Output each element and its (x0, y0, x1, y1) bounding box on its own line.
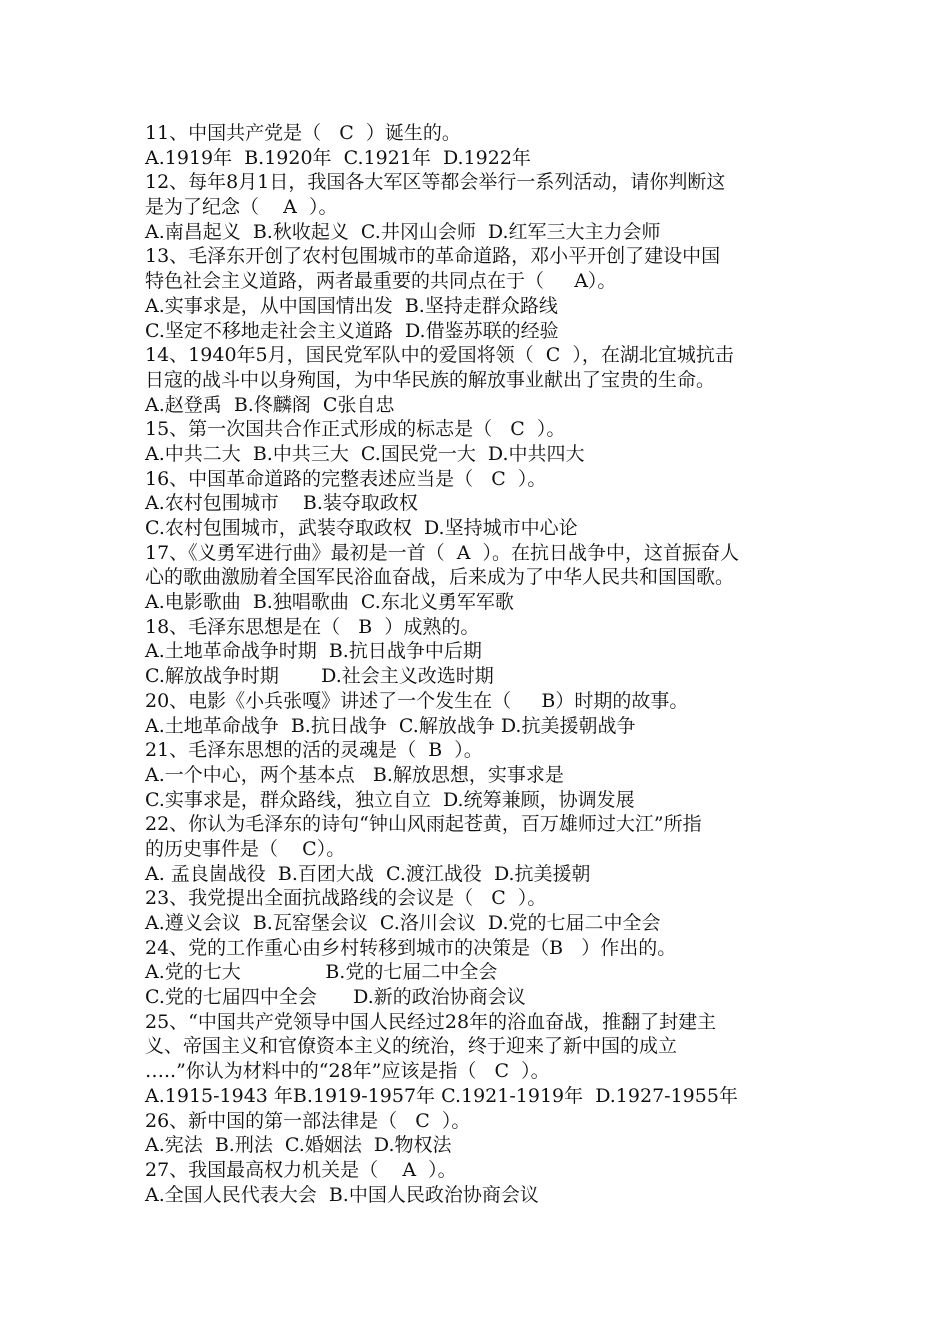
question-15-options: A.中共二大 B.中共三大 C.国民党一大 D.中共四大 (145, 442, 585, 465)
question-25-cont-2: …..”你认为材料中的“28年”应该是指（ C ）。 (145, 1060, 550, 1083)
question-17: 17、《义勇军进行曲》最初是一首（ A ）。在抗日战争中，这首振奋人 (145, 541, 740, 564)
question-14: 14、1940年5月，国民党军队中的爱国将领（ C ），在湖北宜城抗击 (145, 344, 734, 367)
question-23: 23、我党提出全面抗战路线的会议是（ C ）。 (145, 887, 547, 910)
question-18-options-cd: C.解放战争时期 D.社会主义改选时期 (145, 665, 494, 688)
question-21: 21、毛泽东思想的活的灵魂是（ B ）。 (145, 739, 483, 762)
question-17-options: A.电影歌曲 B.独唱歌曲 C.东北义勇军军歌 (145, 591, 514, 614)
question-18: 18、毛泽东思想是在（ B ）成熟的。 (145, 615, 480, 638)
question-21-options-ab: A.一个中心，两个基本点 B.解放思想，实事求是 (145, 763, 564, 786)
question-17-cont: 心的歌曲激励着全国军民浴血奋战，后来成为了中华人民共和国国歌。 (145, 566, 735, 589)
question-22-cont: 的历史事件是（ C）。 (145, 837, 346, 860)
question-25-options: A.1915-1943 年B.1919-1957年 C.1921-1919年 D.1927-1955年 (145, 1084, 738, 1107)
question-25: 25、“中国共产党领导中国人民经过28年的浴血奋战，推翻了封建主 (145, 1010, 717, 1033)
question-20: 20、电影《小兵张嘎》讲述了一个发生在（ B）时期的故事。 (145, 689, 689, 712)
question-24-options-ab: A.党的七大 B.党的七届二中全会 (145, 961, 498, 984)
question-24-options-cd: C.党的七届四中全会 D.新的政治协商会议 (145, 986, 526, 1009)
question-12-options: A.南昌起义 B.秋收起义 C.井冈山会师 D.红军三大主力会师 (145, 220, 661, 243)
question-12: 12、每年8月1日，我国各大军区等都会举行一系列活动，请你判断这 (145, 171, 726, 194)
question-18-options-ab: A.土地革命战争时期 B.抗日战争中后期 (145, 640, 482, 663)
question-13-options-cd: C.坚定不移地走社会主义道路 D.借鉴苏联的经验 (145, 319, 559, 342)
question-16-options-cd: C.农村包围城市，武装夺取政权 D.坚持城市中心论 (145, 517, 578, 539)
question-22: 22、你认为毛泽东的诗句“钟山风雨起苍黄，百万雄师过大江”所指 (145, 813, 702, 836)
question-25-cont-1: 义、帝国主义和官僚资本主义的统治，终于迎来了新中国的成立 (145, 1035, 678, 1058)
question-13: 13、毛泽东开创了农村包围城市的革命道路，邓小平开创了建设中国 (145, 245, 721, 268)
question-24: 24、党的工作重心由乡村转移到城市的决策是（B ）作出的。 (145, 936, 677, 959)
question-26-options: A.宪法 B.刑法 C.婚姻法 D.物权法 (145, 1134, 452, 1157)
question-11-options: A.1919年 B.1920年 C.1921年 D.1922年 (145, 146, 531, 169)
question-16-options-ab: A.农村包围城市 B.装夺取政权 (145, 492, 418, 515)
document-body (145, 121, 825, 1207)
question-27-options: A.全国人民代表大会 B.中国人民政治协商会议 (145, 1183, 539, 1206)
question-13-cont: 特色社会主义道路，两者最重要的共同点在于（ A）。 (145, 270, 617, 293)
question-22-options: A. 孟良崮战役 B.百团大战 C.渡江战役 D.抗美援朝 (145, 862, 591, 885)
question-26: 26、新中国的第一部法律是（ C ）。 (145, 1109, 471, 1132)
question-20-options: A.土地革命战争 B.抗日战争 C.解放战争 D.抗美援朝战争 (145, 714, 636, 737)
question-21-options-cd: C.实事求是，群众路线，独立自立 D.统筹兼顾，协调发展 (145, 788, 635, 811)
question-27: 27、我国最高权力机关是（ A ）。 (145, 1158, 457, 1181)
question-12-cont: 是为了纪念（ A ）。 (145, 196, 338, 219)
question-16: 16、中国革命道路的完整表述应当是（ C ）。 (145, 467, 547, 490)
question-11: 11、中国共产党是（ C ）诞生的。 (145, 122, 461, 144)
question-14-cont: 日寇的战斗中以身殉国，为中华民族的解放事业献出了宝贵的生命。 (145, 368, 716, 391)
question-14-options: A.赵登禹 B.佟麟阁 C张自忠 (145, 393, 395, 416)
question-13-options-ab: A.实事求是，从中国国情出发 B.坚持走群众路线 (145, 294, 558, 317)
question-23-options: A.遵义会议 B.瓦窑堡会议 C.洛川会议 D.党的七届二中全会 (145, 912, 661, 934)
question-15: 15、第一次国共合作正式形成的标志是（ C ）。 (145, 418, 566, 441)
